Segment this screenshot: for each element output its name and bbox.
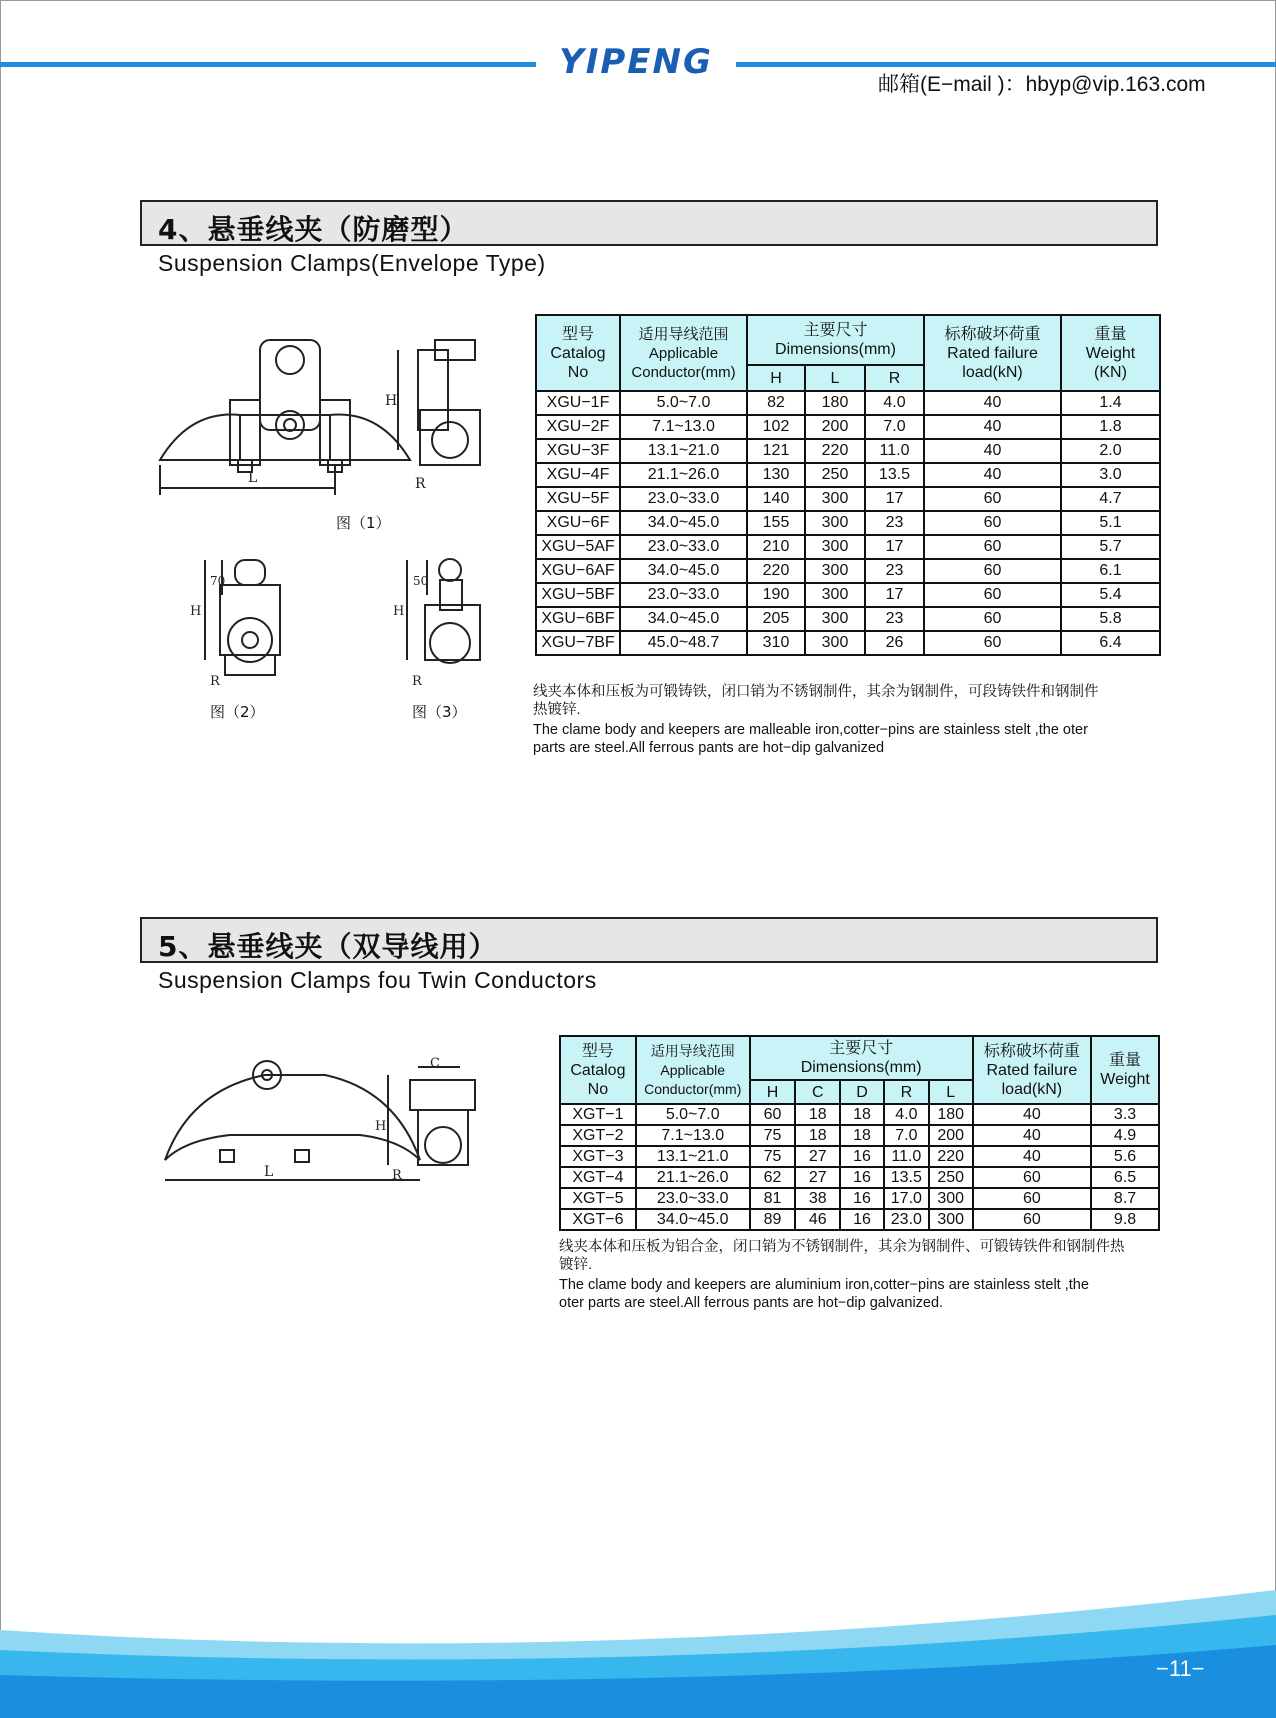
table-cell: 155 (747, 511, 805, 535)
col-header-catalog: 型号 Catalog No (536, 315, 620, 391)
section5-spec-table (559, 1035, 1160, 1231)
table-cell: 60 (973, 1188, 1091, 1209)
table-row (536, 391, 1160, 415)
table-cell: 310 (747, 631, 805, 655)
table-cell: 23 (865, 559, 924, 583)
clamp-drawing-fig2 (180, 555, 300, 695)
col-header-l: L (929, 1080, 973, 1104)
table-cell: 220 (805, 439, 865, 463)
table-cell: 140 (747, 487, 805, 511)
col-header-failure-load: 标称破坏荷重 Rated failure load(kN) (973, 1036, 1091, 1104)
table-cell: 60 (924, 487, 1061, 511)
table-cell: 11.0 (865, 439, 924, 463)
table-cell: 16 (840, 1188, 884, 1209)
table-cell: 5.8 (1061, 607, 1160, 631)
section4-title-box (140, 200, 1158, 246)
table-cell: XGT−4 (560, 1167, 636, 1188)
table-cell: 16 (840, 1209, 884, 1230)
table-cell: 34.0~45.0 (620, 511, 747, 535)
col-header-dimensions: 主要尺寸 Dimensions(mm) (747, 315, 924, 365)
table-cell: 23.0~33.0 (620, 535, 747, 559)
table-cell: 38 (795, 1188, 840, 1209)
table-row (536, 511, 1160, 535)
table-cell: 40 (924, 391, 1061, 415)
col-header-r: R (884, 1080, 929, 1104)
table-cell: 121 (747, 439, 805, 463)
col-header-conductor: 适用导线范围 Applicable Conductor(mm) (620, 315, 747, 391)
col-header-c: C (795, 1080, 840, 1104)
table-cell: 3.0 (1061, 463, 1160, 487)
table-cell: 27 (795, 1146, 840, 1167)
table-cell: XGU−5BF (536, 583, 620, 607)
section5-title: 5、悬垂线夹（双导线用） (158, 930, 498, 963)
table-cell: 13.5 (865, 463, 924, 487)
table-cell: 34.0~45.0 (620, 559, 747, 583)
svg-text:50: 50 (413, 574, 429, 588)
table-cell: 4.7 (1061, 487, 1160, 511)
table-cell: 130 (747, 463, 805, 487)
table-cell: 300 (805, 631, 865, 655)
table-cell: 8.7 (1091, 1188, 1159, 1209)
table-cell: 16 (840, 1146, 884, 1167)
table-cell: XGT−6 (560, 1209, 636, 1230)
table-row (536, 439, 1160, 463)
table-row (536, 463, 1160, 487)
table-cell: XGU−5F (536, 487, 620, 511)
svg-text:H: H (375, 1119, 387, 1134)
table-cell: 300 (929, 1188, 973, 1209)
col-header-weight: 重量 Weight (1091, 1036, 1159, 1104)
table-cell: 23 (865, 511, 924, 535)
table-cell: 4.9 (1091, 1125, 1159, 1146)
table-cell: 2.0 (1061, 439, 1160, 463)
table-cell: 7.1~13.0 (636, 1125, 750, 1146)
col-header-h: H (747, 365, 805, 391)
table-cell: 5.1 (1061, 511, 1160, 535)
table-cell: 4.0 (884, 1104, 929, 1125)
table-cell: 60 (750, 1104, 796, 1125)
table-cell: 300 (805, 607, 865, 631)
table-cell: 13.1~21.0 (636, 1146, 750, 1167)
table-cell: 17 (865, 535, 924, 559)
col-header-catalog: 型号 Catalog No (560, 1036, 636, 1104)
table-cell: 7.1~13.0 (620, 415, 747, 439)
table-cell: 60 (924, 607, 1061, 631)
table-cell: 21.1~26.0 (620, 463, 747, 487)
table-cell: 7.0 (865, 415, 924, 439)
table-cell: 220 (747, 559, 805, 583)
table-cell: 40 (924, 439, 1061, 463)
table-cell: 11.0 (884, 1146, 929, 1167)
table-cell: XGU−4F (536, 463, 620, 487)
table-cell: 17 (865, 583, 924, 607)
table-cell: 40 (924, 463, 1061, 487)
section5-note: 线夹本体和压板为铝合金，闭口销为不锈钢制件，其余为钢制件、可锻铸铁件和钢制件热 镀锌. The clame body and keepers are aluminium iron,cotter−pins are stainless stelt ,the oter parts are steel.All ferrous pants are hot−dip galvanized. (559, 1239, 1125, 1311)
table-cell: 60 (924, 511, 1061, 535)
svg-text:R: R (412, 674, 422, 689)
section5-subtitle: Suspension Clamps fou Twin Conductors (158, 967, 597, 993)
table-row (536, 559, 1160, 583)
table-cell: 18 (840, 1104, 884, 1125)
email-label: 邮箱(E−mail )：hbyp@vip.163.com (878, 73, 1206, 96)
table-cell: 40 (924, 415, 1061, 439)
table-cell: XGT−3 (560, 1146, 636, 1167)
svg-text:R: R (210, 674, 220, 689)
table-cell: 60 (924, 631, 1061, 655)
page-number: −11− (1156, 1656, 1205, 1681)
table-cell: 23 (865, 607, 924, 631)
table-cell: 23.0~33.0 (620, 583, 747, 607)
table-cell: 89 (750, 1209, 796, 1230)
table-cell: 34.0~45.0 (636, 1209, 750, 1230)
svg-text:L: L (248, 470, 258, 486)
table-cell: 17.0 (884, 1188, 929, 1209)
table-cell: XGU−6AF (536, 559, 620, 583)
svg-text:L: L (264, 1164, 274, 1180)
col-header-dimensions: 主要尺寸 Dimensions(mm) (750, 1036, 973, 1080)
table-cell: 23.0~33.0 (636, 1188, 750, 1209)
table-cell: XGU−7BF (536, 631, 620, 655)
table-row (560, 1209, 1159, 1230)
figure-2-label: 图（2） (210, 703, 265, 721)
table-cell: 1.4 (1061, 391, 1160, 415)
table-cell: XGU−3F (536, 439, 620, 463)
table-cell: 40 (973, 1146, 1091, 1167)
table-cell: 40 (973, 1125, 1091, 1146)
col-header-h: H (750, 1080, 796, 1104)
table-row (560, 1167, 1159, 1188)
table-cell: 82 (747, 391, 805, 415)
table-cell: 45.0~48.7 (620, 631, 747, 655)
svg-text:R: R (415, 476, 426, 492)
table-cell: 13.1~21.0 (620, 439, 747, 463)
col-header-conductor: 适用导线范围 Applicable Conductor(mm) (636, 1036, 750, 1104)
svg-text:H: H (393, 604, 405, 619)
table-cell: 62 (750, 1167, 796, 1188)
table-cell: 5.4 (1061, 583, 1160, 607)
table-cell: 34.0~45.0 (620, 607, 747, 631)
table-cell: 200 (805, 415, 865, 439)
table-cell: 300 (805, 487, 865, 511)
svg-text:70: 70 (210, 574, 226, 588)
table-cell: 220 (929, 1146, 973, 1167)
table-cell: 200 (929, 1125, 973, 1146)
table-cell: 4.0 (865, 391, 924, 415)
table-row (560, 1104, 1159, 1125)
table-cell: 5.6 (1091, 1146, 1159, 1167)
table-cell: 23.0 (884, 1209, 929, 1230)
table-cell: 300 (805, 559, 865, 583)
table-cell: 300 (805, 511, 865, 535)
table-cell: 180 (929, 1104, 973, 1125)
table-row (536, 583, 1160, 607)
clamp-drawing-fig3 (385, 555, 495, 695)
table-row (560, 1188, 1159, 1209)
table-cell: 21.1~26.0 (636, 1167, 750, 1188)
figure-1-label: 图（1） (336, 514, 391, 532)
svg-text:R: R (392, 1168, 402, 1183)
logo-text: YIPENG (559, 42, 713, 82)
footer-wave (0, 1590, 1276, 1718)
table-cell: 190 (747, 583, 805, 607)
section4-title: 4、悬垂线夹（防磨型） (158, 213, 469, 246)
table-cell: 5.7 (1061, 535, 1160, 559)
table-cell: 3.3 (1091, 1104, 1159, 1125)
brand-logo (536, 44, 736, 80)
table-cell: 40 (973, 1104, 1091, 1125)
table-cell: 6.5 (1091, 1167, 1159, 1188)
table-cell: 300 (929, 1209, 973, 1230)
table-cell: 5.0~7.0 (620, 391, 747, 415)
table-cell: 23.0~33.0 (620, 487, 747, 511)
table-row (560, 1146, 1159, 1167)
table-cell: 75 (750, 1146, 796, 1167)
table-row (536, 631, 1160, 655)
table-cell: XGT−1 (560, 1104, 636, 1125)
table-cell: XGU−5AF (536, 535, 620, 559)
table-cell: XGT−2 (560, 1125, 636, 1146)
table-cell: 5.0~7.0 (636, 1104, 750, 1125)
section4-subtitle: Suspension Clamps(Envelope Type) (158, 250, 546, 276)
twin-clamp-drawing (160, 1055, 520, 1190)
table-cell: 60 (924, 559, 1061, 583)
table-cell: 75 (750, 1125, 796, 1146)
table-cell: 17 (865, 487, 924, 511)
table-cell: XGU−6F (536, 511, 620, 535)
table-cell: 7.0 (884, 1125, 929, 1146)
table-cell: 250 (805, 463, 865, 487)
col-header-weight: 重量 Weight (KN) (1061, 315, 1160, 391)
table-cell: 60 (924, 535, 1061, 559)
table-cell: 60 (973, 1209, 1091, 1230)
table-cell: 18 (795, 1125, 840, 1146)
table-row (536, 487, 1160, 511)
table-cell: 102 (747, 415, 805, 439)
table-cell: XGT−5 (560, 1188, 636, 1209)
table-row (536, 415, 1160, 439)
table-cell: 26 (865, 631, 924, 655)
table-cell: 6.4 (1061, 631, 1160, 655)
svg-text:H: H (385, 393, 398, 409)
section4-note: 线夹本体和压板为可锻铸铁，闭口销为不锈钢制件，其余为钢制件，可段铸铁件和钢制件 热镀锌. The clame body and keepers are malleable iron,cotter−pins are stainless stelt ,the oter parts are steel.All ferrous pants are hot−dip galvanized (533, 684, 1099, 756)
table-cell: 16 (840, 1167, 884, 1188)
col-header-failure-load: 标称破坏荷重 Rated failure load(kN) (924, 315, 1061, 391)
table-cell: 205 (747, 607, 805, 631)
table-cell: XGU−1F (536, 391, 620, 415)
table-cell: 300 (805, 535, 865, 559)
table-cell: 6.1 (1061, 559, 1160, 583)
table-cell: XGU−6BF (536, 607, 620, 631)
table-cell: 60 (924, 583, 1061, 607)
col-header-r: R (865, 365, 924, 391)
table-cell: 180 (805, 391, 865, 415)
table-cell: 18 (840, 1125, 884, 1146)
table-cell: 9.8 (1091, 1209, 1159, 1230)
table-cell: 60 (973, 1167, 1091, 1188)
section5-title-box (140, 917, 1158, 963)
table-cell: 18 (795, 1104, 840, 1125)
figure-3-label: 图（3） (412, 703, 467, 721)
clamp-drawing-fig1 (150, 330, 510, 510)
table-cell: 250 (929, 1167, 973, 1188)
col-header-d: D (840, 1080, 884, 1104)
svg-text:C: C (430, 1056, 440, 1071)
table-cell: 46 (795, 1209, 840, 1230)
table-cell: 13.5 (884, 1167, 929, 1188)
table-row (536, 607, 1160, 631)
table-cell: 81 (750, 1188, 796, 1209)
table-row (560, 1125, 1159, 1146)
table-cell: 300 (805, 583, 865, 607)
table-cell: XGU−2F (536, 415, 620, 439)
col-header-l: L (805, 365, 865, 391)
table-cell: 210 (747, 535, 805, 559)
table-cell: 27 (795, 1167, 840, 1188)
table-row (536, 535, 1160, 559)
svg-text:H: H (190, 604, 202, 619)
section4-spec-table (535, 314, 1161, 656)
table-cell: 1.8 (1061, 415, 1160, 439)
